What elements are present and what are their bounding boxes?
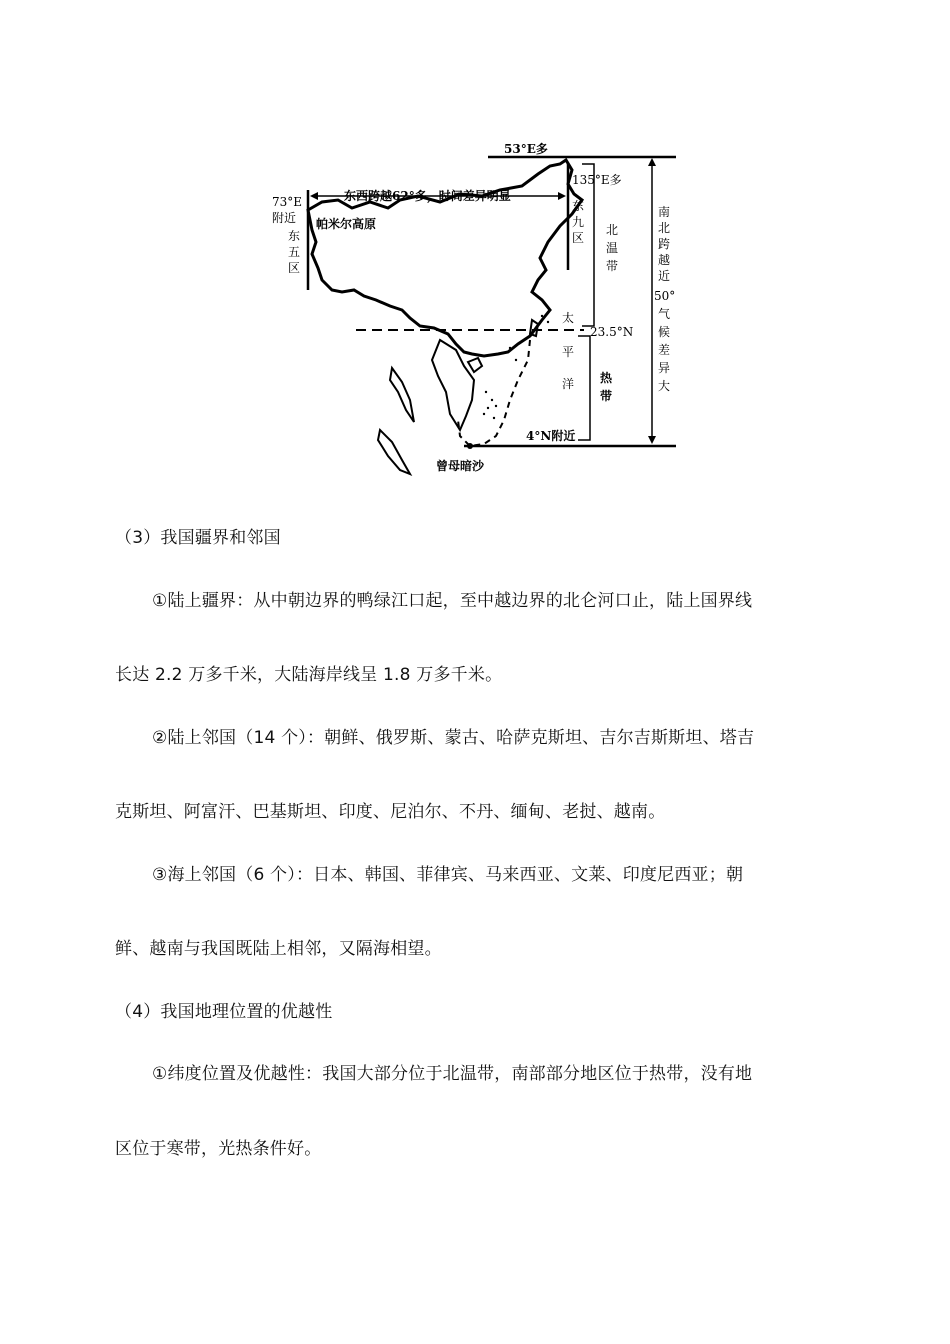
malay-outline <box>390 368 414 422</box>
east9-a: 东 <box>572 199 585 213</box>
ns-span-label <box>654 204 675 393</box>
ns-char-7: 候 <box>658 325 671 339</box>
temp-b: 温 <box>606 241 619 255</box>
land-neighbors-line-2: 克斯坦、阿富汗、巴基斯坦、印度、尼泊尔、不丹、缅甸、老挝、越南。 <box>115 802 666 822</box>
zengmu-label: 曾母暗沙 <box>436 459 485 473</box>
ns-char-10: 大 <box>658 379 671 393</box>
ns-char-6: 气 <box>658 307 671 321</box>
pacific-c: 洋 <box>562 377 575 391</box>
ns-arrow-bottom-head <box>648 436 656 444</box>
east5-b: 五 <box>288 245 301 259</box>
section-3-heading: （3）我国疆界和邻国 <box>115 528 281 548</box>
pacific-a: 太 <box>562 311 575 325</box>
span-ew-label: 东西跨越62°多，时间差异明显 <box>344 189 511 203</box>
latitude-advantage-line-1: ①纬度位置及优越性：我国大部分位于北温带，南部部分地区位于热带，没有地 <box>152 1064 753 1084</box>
east9-b: 九 <box>572 215 585 229</box>
east5-a: 东 <box>288 229 301 243</box>
land-border-line-2: 长达 2.2 万多千米，大陆海岸线呈 1.8 万多千米。 <box>115 665 503 685</box>
lon-east-label: 135°E多 <box>572 173 622 187</box>
ns-char-9: 异 <box>658 361 671 375</box>
land-border-line-1: ①陆上疆界：从中朝边界的鸭绿江口起，至中越边界的北仑河口止，陆上国界线 <box>152 591 753 611</box>
tropic-lat-label: 23.5°N <box>590 325 634 339</box>
tropic-bracket <box>578 336 590 440</box>
ns-char-1: 北 <box>658 221 671 235</box>
china-position-map <box>260 130 690 490</box>
land-neighbors-line-1: ②陆上邻国（14 个）：朝鲜、俄罗斯、蒙古、哈萨克斯坦、吉尔吉斯斯坦、塔吉 <box>152 728 755 748</box>
ns-char-5: 50° <box>654 289 676 303</box>
east5-c: 区 <box>288 261 301 275</box>
ew-arrow-right-head <box>558 192 566 200</box>
ns-char-4: 近 <box>658 269 671 283</box>
tropic-b: 带 <box>600 389 613 403</box>
taiwan-island <box>530 320 538 336</box>
east9-c: 区 <box>572 231 585 245</box>
pamir-label: 帕米尔高原 <box>316 217 377 231</box>
south-lat-label: 4°N附近 <box>526 429 576 443</box>
lon-west-label: 73°E <box>272 195 303 209</box>
map-figure <box>260 130 690 490</box>
tropic-a: 热 <box>600 371 613 385</box>
west-near-label: 附近 <box>272 211 297 225</box>
temp-c: 带 <box>606 259 619 273</box>
temperate-bracket <box>582 164 594 326</box>
sumatra-outline <box>378 430 410 474</box>
ns-char-8: 差 <box>658 343 671 357</box>
section-4-heading: （4）我国地理位置的优越性 <box>115 1002 333 1022</box>
ns-char-0: 南 <box>658 205 671 219</box>
pacific-b: 平 <box>562 345 575 359</box>
sea-neighbors-line-1: ③海上邻国（6 个）：日本、韩国、菲律宾、马来西亚、文莱、印度尼西亚；朝 <box>152 865 744 885</box>
sea-neighbors-line-2: 鲜、越南与我国既陆上相邻，又隔海相望。 <box>115 939 442 959</box>
hainan-island <box>468 358 482 372</box>
ns-char-2: 跨 <box>658 237 671 251</box>
latitude-advantage-line-2: 区位于寒带，光热条件好。 <box>115 1139 322 1159</box>
ns-char-3: 越 <box>658 253 671 267</box>
ew-arrow-left-head <box>310 192 318 200</box>
north-lat-label: 53°E多 <box>504 142 548 156</box>
ns-arrow-top-head <box>648 158 656 166</box>
temp-a: 北 <box>606 223 619 237</box>
